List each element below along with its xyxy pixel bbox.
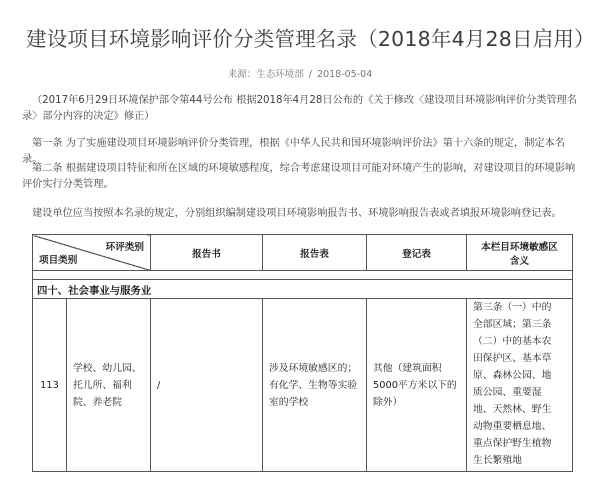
article-1: 第一条 为了实施建设项目环境影响评价分类管理，根据《中华人民共和国环境影响评价法》第十六条的规定，制定本名录。 xyxy=(22,138,565,165)
header-report-table: 报告表 xyxy=(263,235,367,271)
source-origin: 来源：生态环境部 xyxy=(227,69,304,80)
diagonal-header-cell xyxy=(33,235,151,271)
source-line xyxy=(0,66,600,80)
header-sensitive-line2: 含义 xyxy=(509,255,530,267)
table-row xyxy=(33,299,573,472)
header-eia-category: 环评类别 xyxy=(105,242,144,253)
article-2: 第二条 根据建设项目特征和所在区域的环境敏感程度，综合考虑建设项目可能对环境产生的影响，对建设项目的环境影响评价实行分类管理。 xyxy=(22,163,576,190)
sensitive-line: 全部区域；第三条 xyxy=(473,319,552,330)
header-report-book: 报告书 xyxy=(151,235,263,271)
sensitive-line: 重点保护野生植物 xyxy=(473,438,552,449)
source-date: 2018-05-04 xyxy=(317,69,373,80)
sensitive-line: 动物重要栖息地、 xyxy=(473,421,552,432)
table-spacer-row xyxy=(33,271,573,280)
header-project-category: 项目类别 xyxy=(39,255,78,266)
row-project: 学校、幼儿园、托儿所、福利院、养老院 xyxy=(67,299,151,472)
header-register-table: 登记表 xyxy=(367,235,467,271)
sensitive-line: 地、天然林、野生 xyxy=(473,404,552,415)
section-row xyxy=(33,280,573,299)
row-report-table: 涉及环境敏感区的；有化学、生物等实验室的学校 xyxy=(263,299,367,472)
sensitive-line: 质公园、重要湿 xyxy=(473,387,542,398)
sensitive-line: 原、森林公园、地 xyxy=(473,370,552,381)
section-title: 四十、社会事业与服务业 xyxy=(33,280,573,299)
sensitive-line: 第三条（一）中的 xyxy=(473,302,552,313)
classification-table xyxy=(32,234,573,472)
source-separator: / xyxy=(308,69,312,80)
bottom-fade xyxy=(0,474,600,496)
sensitive-line: （二）中的基本农 xyxy=(473,336,552,347)
row-register-table: 其他（建筑面积5000平方米以下的除外） xyxy=(367,299,467,472)
row-number: 113 xyxy=(33,299,67,472)
sensitive-line: 生长繁殖地 xyxy=(473,455,522,466)
revision-note: （2017年6月29日环境保护部令第44号公布 根据2018年4月28日公布的《关于修改〈建设项目环境影响评价分类管理名录〉部分内容的决定》修正） xyxy=(22,95,578,122)
header-sensitive-line1: 本栏目环境敏感区 xyxy=(481,241,558,253)
table-header-row xyxy=(33,235,573,271)
row-sensitive-area xyxy=(467,299,573,472)
row-report-book: / xyxy=(151,299,263,472)
header-sensitive-area xyxy=(467,235,573,271)
sensitive-line: 田保护区、基本草 xyxy=(473,353,552,364)
page-title: 建设项目环境影响评价分类管理名录（2018年4月28日启用） xyxy=(26,27,595,51)
article-2-paragraph-2: 建设单位应当按照本名录的规定，分别组织编制建设项目环境影响报告书、环境影响报告表或者填报环境影响登记表。 xyxy=(32,208,562,219)
